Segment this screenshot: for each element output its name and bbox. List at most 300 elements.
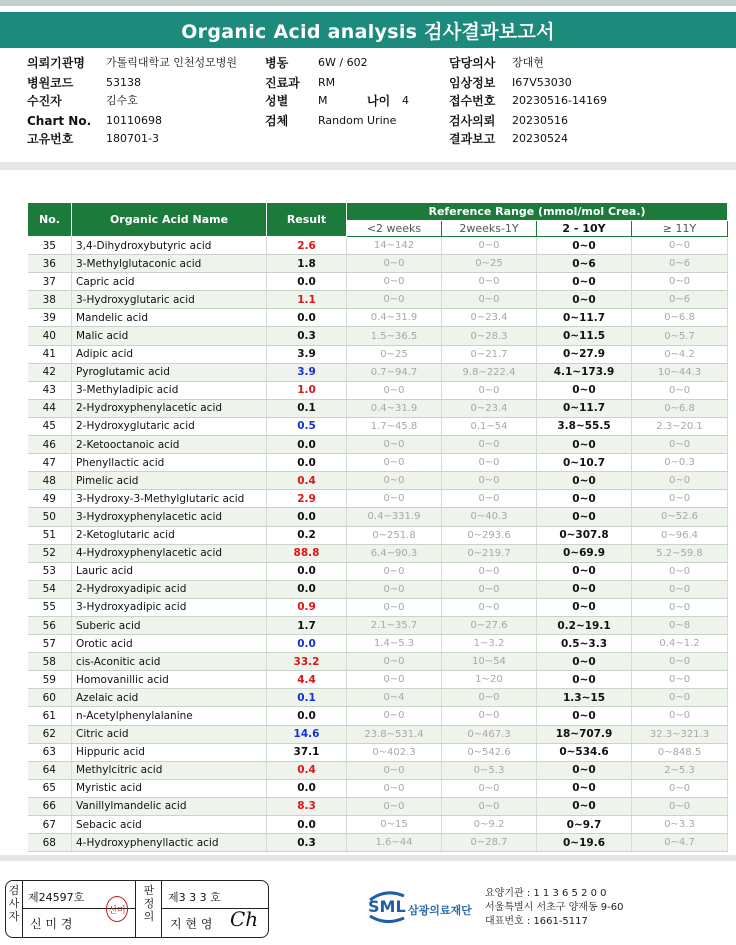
report-title: Organic Acid analysis 검사결과보고서 [0,12,736,48]
reference-range: 5.2~59.8 [632,544,728,562]
table-row [28,417,728,435]
reference-range: 0~0 [537,436,632,454]
row-number: 56 [28,616,72,634]
ref-column-header: ≥ 11Y [632,221,728,237]
vertical-label-char: 검 [8,884,20,897]
table-row [28,797,728,815]
reviewer-label [142,884,156,923]
header-result: Result [267,203,347,237]
result-value: 0.1 [267,399,347,417]
results-table [27,202,728,852]
info-value: 180701-3 [106,132,159,145]
reference-range: 0~0 [632,490,728,508]
acid-name: 3-Methyladipic acid [72,381,267,399]
reference-range: 0~0 [632,381,728,399]
reference-range: 0~27.6 [442,616,537,634]
reference-range: 0~542.6 [442,743,537,761]
reference-range: 0~8 [632,616,728,634]
reference-range: 0.7~94.7 [347,363,442,381]
age-label: 나이 [367,94,391,108]
info-label: 임상정보 [449,76,496,90]
reference-range: 0~0 [632,562,728,580]
reference-range: 0~402.3 [347,743,442,761]
reference-range: 0~5.7 [632,327,728,345]
reference-range: 0.4~31.9 [347,399,442,417]
inspector-name: 신 미 경 [30,917,73,931]
header-reference-range: Reference Range (mmol/mol Crea.) [347,203,728,221]
reference-range: 0~10.7 [537,454,632,472]
vertical-label-char: 정 [143,897,155,910]
reference-range: 0~0 [347,291,442,309]
row-number: 46 [28,436,72,454]
row-number: 40 [28,327,72,345]
acid-name: 2-Hydroxyglutaric acid [72,417,267,435]
row-number: 65 [28,779,72,797]
reference-range: 0~11.5 [537,327,632,345]
row-number: 38 [28,291,72,309]
table-row [28,363,728,381]
reference-range: 0~11.7 [537,309,632,327]
row-number: 55 [28,598,72,616]
row-number: 45 [28,417,72,435]
reference-range: 0~0 [537,653,632,671]
result-value: 0.0 [267,816,347,834]
reference-range: 1.4~5.3 [347,635,442,653]
row-number: 52 [28,544,72,562]
acid-name: Azelaic acid [72,689,267,707]
lab-address [485,887,624,929]
reference-range: 2.3~20.1 [632,417,728,435]
acid-name: 2-Hydroxyphenylacetic acid [72,399,267,417]
patient-info [0,0,736,160]
reference-range: 0~0 [442,598,537,616]
acid-name: Mandelic acid [72,309,267,327]
reference-range: 0~0 [632,472,728,490]
reference-range: 0~15 [347,816,442,834]
row-number: 68 [28,834,72,852]
row-number: 42 [28,363,72,381]
divider [135,881,136,937]
result-value: 0.0 [267,454,347,472]
reference-range: 0~0 [442,472,537,490]
reference-range: 0~534.6 [537,743,632,761]
row-number: 51 [28,526,72,544]
header-name: Organic Acid Name [72,203,267,237]
reference-range: 0~307.8 [537,526,632,544]
reference-range: 0~6 [537,255,632,273]
reference-range: 10~44.3 [632,363,728,381]
info-value: RM [318,76,336,89]
acid-name: Pyroglutamic acid [72,363,267,381]
reference-range: 0~0 [537,472,632,490]
row-number: 54 [28,580,72,598]
result-value: 0.0 [267,562,347,580]
row-number: 43 [28,381,72,399]
table-row [28,345,728,363]
table-row [28,291,728,309]
reference-range: 0~23.4 [442,309,537,327]
acid-name: Orotic acid [72,635,267,653]
table-row [28,309,728,327]
vertical-label-char: 사 [8,897,20,910]
row-number: 35 [28,237,72,255]
reference-range: 0~25 [442,255,537,273]
table-row [28,689,728,707]
table-row [28,671,728,689]
reference-range: 0~0 [347,472,442,490]
reference-range: 0~0 [442,291,537,309]
result-value: 0.3 [267,327,347,345]
table-row [28,454,728,472]
row-number: 58 [28,653,72,671]
address-line: 요양기관 : 1 1 3 6 5 2 0 0 [485,888,607,899]
row-number: 37 [28,273,72,291]
row-number: 66 [28,797,72,815]
row-number: 50 [28,508,72,526]
acid-name: 4-Hydroxyphenylacetic acid [72,544,267,562]
info-label: 결과보고 [449,132,496,146]
row-number: 39 [28,309,72,327]
reference-range: 0~0 [442,436,537,454]
info-label: 고유번호 [27,132,74,146]
row-number: 67 [28,816,72,834]
reference-range: 0~0 [537,580,632,598]
result-value: 0.2 [267,526,347,544]
acid-name: 3-Hydroxyphenylacetic acid [72,508,267,526]
acid-name: Vanillylmandelic acid [72,797,267,815]
result-value: 2.6 [267,237,347,255]
reference-range: 0~4.2 [632,345,728,363]
info-label: 의뢰기관명 [27,56,85,70]
reference-range: 0~293.6 [442,526,537,544]
row-number: 57 [28,635,72,653]
table-row [28,327,728,345]
reference-range: 0.5~3.3 [537,635,632,653]
reference-range: 0.4~1.2 [632,635,728,653]
result-value: 0.0 [267,779,347,797]
table-row [28,635,728,653]
result-value: 8.3 [267,797,347,815]
address-line: 서울특별시 서초구 양재동 9-60 [485,902,624,913]
reference-range: 0~6.8 [632,309,728,327]
row-number: 49 [28,490,72,508]
acid-name: Capric acid [72,273,267,291]
ref-column-header: <2 weeks [347,221,442,237]
table-row [28,816,728,834]
vertical-label-char: 의 [143,910,155,923]
bottom-divider [0,855,736,861]
reference-range: 23.8~531.4 [347,725,442,743]
reference-range: 1.7~45.8 [347,417,442,435]
info-label: 검체 [265,114,289,128]
row-number: 48 [28,472,72,490]
acid-name: Lauric acid [72,562,267,580]
reference-range: 14~142 [347,237,442,255]
result-value: 1.1 [267,291,347,309]
acid-name: 3-Methylglutaconic acid [72,255,267,273]
table-row [28,598,728,616]
acid-name: cis-Aconitic acid [72,653,267,671]
result-value: 1.7 [267,616,347,634]
acid-name: 3-Hydroxy-3-Methylglutaric acid [72,490,267,508]
sml-logo [366,886,476,926]
reference-range: 0~6 [632,291,728,309]
reference-range: 0~0 [537,761,632,779]
result-value: 2.9 [267,490,347,508]
info-value: I67V53030 [512,76,572,89]
table-row [28,761,728,779]
acid-name: n-Acetylphenylalanine [72,707,267,725]
table-row [28,490,728,508]
reference-range: 0~3.3 [632,816,728,834]
reference-range: 1.6~44 [347,834,442,852]
reference-range: 0~23.4 [442,399,537,417]
result-value: 0.0 [267,635,347,653]
result-value: 0.3 [267,834,347,852]
reference-range: 0~21.7 [442,345,537,363]
reference-range: 1.3~15 [537,689,632,707]
result-value: 0.0 [267,436,347,454]
reference-range: 0~0.3 [632,454,728,472]
info-label: 담당의사 [449,56,496,70]
acid-name: Methylcitric acid [72,761,267,779]
ref-column-header: 2weeks-1Y [442,221,537,237]
result-value: 0.9 [267,598,347,616]
info-label: 접수번호 [449,94,496,108]
reference-range: 0~0 [347,562,442,580]
reference-range: 0~6 [632,255,728,273]
table-row [28,526,728,544]
reference-range: 0~5.3 [442,761,537,779]
info-value: 김수호 [106,94,138,107]
info-value: 장대현 [512,56,544,69]
reference-range: 0~0 [347,598,442,616]
reference-range: 0~0 [537,490,632,508]
reference-range: 0~0 [632,797,728,815]
acid-name: 3,4-Dihydroxybutyric acid [72,237,267,255]
row-number: 60 [28,689,72,707]
table-row [28,562,728,580]
result-value: 0.1 [267,689,347,707]
table-row [28,273,728,291]
reference-range: 0~0 [347,671,442,689]
seal-text: 신미 [108,905,126,916]
table-row [28,508,728,526]
acid-name: 2-Ketoglutaric acid [72,526,267,544]
reference-range: 0~0 [537,508,632,526]
reference-range: 0.4~31.9 [347,309,442,327]
row-number: 64 [28,761,72,779]
info-value: M [318,94,328,107]
reference-range: 0~0 [347,761,442,779]
reference-range: 0~0 [442,454,537,472]
result-value: 0.4 [267,472,347,490]
reference-range: 0~0 [442,797,537,815]
row-number: 47 [28,454,72,472]
reference-range: 0~0 [442,273,537,291]
reviewer-id: 제3 3 3 호 [168,891,221,904]
reference-range: 0~0 [537,273,632,291]
ref-column-header: 2 - 10Y [537,221,632,237]
table-row [28,653,728,671]
address-line: 대표번호 : 1661-5117 [485,916,588,927]
reference-range: 0~0 [632,653,728,671]
header-no: No. [28,203,72,237]
acid-name: Adipic acid [72,345,267,363]
info-value: 6W / 602 [318,56,368,69]
acid-name: Pimelic acid [72,472,267,490]
reference-range: 0~0 [442,381,537,399]
reference-range: 0~69.9 [537,544,632,562]
table-row [28,580,728,598]
reference-range: 0.2~19.1 [537,616,632,634]
result-value: 0.0 [267,580,347,598]
table-row [28,707,728,725]
reference-range: 0~848.5 [632,743,728,761]
reference-range: 0~0 [347,779,442,797]
reference-range: 0~9.2 [442,816,537,834]
result-value: 14.6 [267,725,347,743]
reference-range: 0~0 [442,237,537,255]
reference-range: 0~0 [347,255,442,273]
acid-name: Hippuric acid [72,743,267,761]
reference-range: 0.4~331.9 [347,508,442,526]
row-number: 44 [28,399,72,417]
result-value: 37.1 [267,743,347,761]
result-value: 1.0 [267,381,347,399]
result-value: 0.5 [267,417,347,435]
reference-range: 0~0 [347,653,442,671]
row-number: 53 [28,562,72,580]
reference-range: 0~0 [347,436,442,454]
reference-range: 0~0 [537,291,632,309]
reference-range: 1~20 [442,671,537,689]
divider-band [0,162,736,170]
divider [22,881,23,937]
info-value: 20230516-14169 [512,94,607,107]
reference-range: 3.8~55.5 [537,417,632,435]
row-number: 62 [28,725,72,743]
result-value: 0.0 [267,273,347,291]
info-value: Random Urine [318,114,397,127]
reference-range: 0~0 [537,562,632,580]
reference-range: 0~0 [537,797,632,815]
reference-range: 1~3.2 [442,635,537,653]
result-value: 0.4 [267,761,347,779]
reference-range: 32.3~321.3 [632,725,728,743]
reference-range: 0~0 [347,797,442,815]
acid-name: Homovanillic acid [72,671,267,689]
result-value: 3.9 [267,345,347,363]
table-row [28,779,728,797]
table-row [28,436,728,454]
info-label: 성별 [265,94,289,108]
reference-range: 0~0 [632,671,728,689]
reference-range: 0~0 [632,273,728,291]
info-value: 20230516 [512,114,568,127]
reference-range: 0~40.3 [442,508,537,526]
acid-name: Myristic acid [72,779,267,797]
result-value: 1.8 [267,255,347,273]
reference-range: 0~0 [347,454,442,472]
reference-range: 0~0 [442,562,537,580]
reference-range: 0~4 [347,689,442,707]
info-label: 병동 [265,56,289,70]
reference-range: 0~96.4 [632,526,728,544]
org-name: 삼광의료재단 [408,904,472,917]
result-value: 0.0 [267,707,347,725]
info-value: 가톨릭대학교 인천성모병원 [106,56,238,69]
reference-range: 0~11.7 [537,399,632,417]
reference-range: 0~0 [632,237,728,255]
reference-range: 0~19.6 [537,834,632,852]
reference-range: 18~707.9 [537,725,632,743]
info-value: 20230524 [512,132,568,145]
reference-range: 0.1~54 [442,417,537,435]
reference-range: 0~0 [347,381,442,399]
reference-range: 9.8~222.4 [442,363,537,381]
inspector-seal [106,896,128,922]
reference-range: 0~0 [537,707,632,725]
reference-range: 1.5~36.5 [347,327,442,345]
reference-range: 0~9.7 [537,816,632,834]
acid-name: Citric acid [72,725,267,743]
table-row [28,472,728,490]
row-number: 36 [28,255,72,273]
signature-box [5,880,269,938]
info-label: 병원코드 [27,76,74,90]
reference-range: 0~251.8 [347,526,442,544]
table-row [28,237,728,255]
reference-range: 0~0 [537,237,632,255]
result-value: 33.2 [267,653,347,671]
reference-range: 0~0 [632,598,728,616]
reference-range: 2~5.3 [632,761,728,779]
logo-text: SML [368,897,406,916]
reference-range: 0~0 [442,779,537,797]
reference-range: 0~0 [537,671,632,689]
info-value: 10110698 [106,114,162,127]
reference-range: 0~0 [442,689,537,707]
info-label: 검사의뢰 [449,114,496,128]
acid-name: 2-Ketooctanoic acid [72,436,267,454]
acid-name: Suberic acid [72,616,267,634]
row-number: 63 [28,743,72,761]
divider [161,881,162,937]
reference-range: 0~28.7 [442,834,537,852]
acid-name: Sebacic acid [72,816,267,834]
vertical-label-char: 자 [8,910,20,923]
reference-range: 0~52.6 [632,508,728,526]
result-value: 0.0 [267,309,347,327]
vertical-label-char: 판 [143,884,155,897]
info-label: 진료과 [265,76,300,90]
reference-range: 0~4.7 [632,834,728,852]
info-value: 53138 [106,76,141,89]
result-value: 88.8 [267,544,347,562]
reference-range: 0~0 [632,436,728,454]
inspector-label [7,884,21,923]
result-value: 0.0 [267,508,347,526]
result-value: 3.9 [267,363,347,381]
row-number: 59 [28,671,72,689]
table-row [28,255,728,273]
reference-range: 0~0 [442,490,537,508]
reference-range: 0~0 [537,381,632,399]
reference-range: 0~0 [632,580,728,598]
reference-range: 0~27.9 [537,345,632,363]
table-row [28,834,728,852]
